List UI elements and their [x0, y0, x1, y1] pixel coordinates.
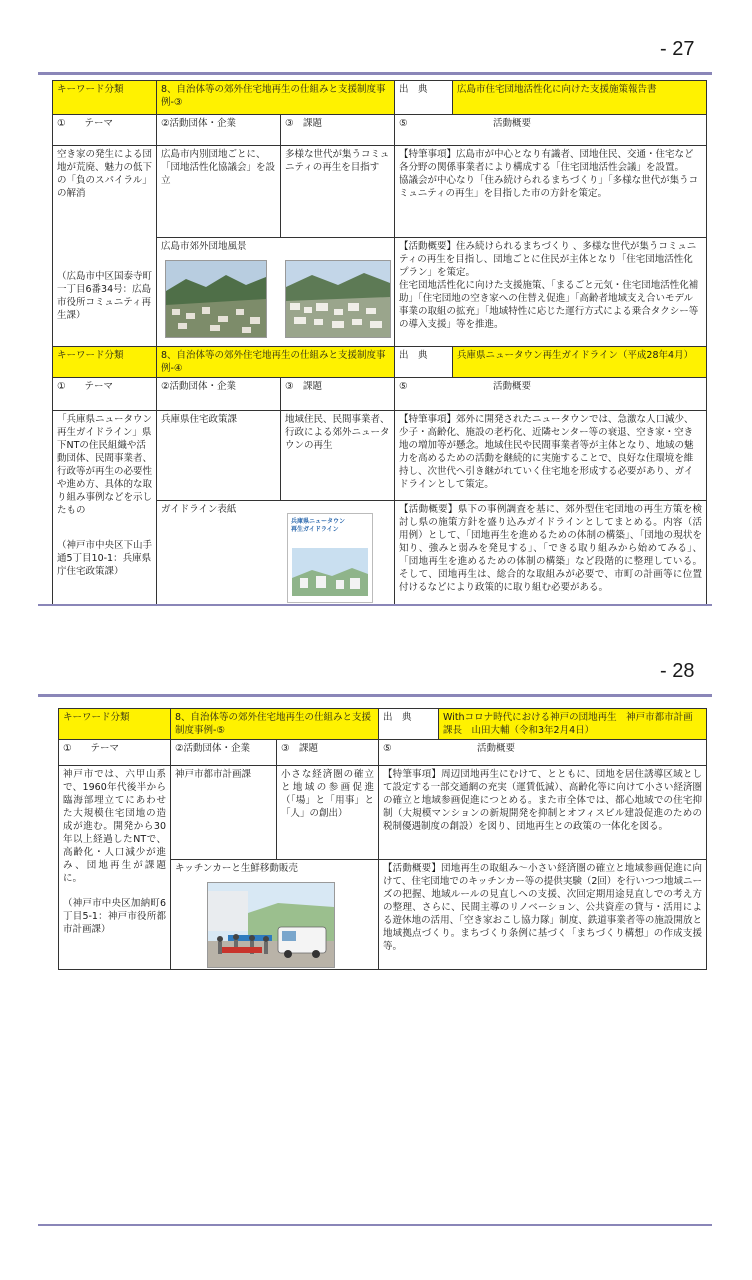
theme-text: 神戸市では、六甲山系で、1960年代後半から臨海部埋立てにあわせた大規模住宅団地の造成が進む。開発から30年以上経過したNTで、高齢化・人口減少が進み、団地再生が課題に。	[63, 769, 166, 884]
town-view-photo	[285, 260, 391, 338]
col-activity-header: ⑤ 活動概要	[395, 115, 707, 146]
col-org-header: ②活動団体・企業	[157, 378, 281, 411]
activity-cell: 【活動概要】団地再生の取組み～小さい経済圏の確立と地域参画促進に向けて、住宅団地でのキッチンカー等の提供実験（2回）を行いつつ地域ニーズの把握、地域ルールの見直しへの支援、次回定期用途見直しでの考え方の整理、さらに、民間主導のリノベーション、公共資産の貸与・活用による遊休地の活用、「空き家おこし協力隊」制度、鉄道事業者等の施設開放と地域拠点づくり。まちづくり条例に基づく「まちづくり構想」の作成支援等。	[379, 860, 707, 970]
image-cell	[171, 860, 379, 970]
image-caption: キッチンカーと生鮮移動販売	[175, 863, 298, 874]
theme-cell	[53, 146, 157, 347]
theme-cell	[59, 766, 171, 970]
header-rule	[38, 72, 712, 75]
issue-cell: 地域住民、民間事業者、行政による郊外ニュータウンの再生	[281, 411, 395, 501]
issue-cell: 多様な世代が集うコミュニティの再生を目指す	[281, 146, 395, 238]
page-number: - 28	[660, 660, 695, 682]
source-text: 広島市住宅団地活性化に向けた支援施策報告書	[453, 81, 707, 115]
activity-cell: 【活動概要】県下の事例調査を基に、郊外型住宅団地の再生方策を検討し県の施策方針を盛り込みガイドラインとしてまとめる。内容（活用例）として、「団地再生を進めるための体制の構築」、「団地の現状を知り、強みと弱みを発見する」、「できる取り組みから始めてみる」、「団地再生を進めるための体制の構築」など段階的に整理している。そして、団地再生は、総合的な取組みが必要で、市町の計画等に位置付けるなどにより政策的に取り組む必要がある。	[395, 501, 707, 605]
source-label: 出 典	[395, 347, 453, 378]
guideline-cover-image	[287, 513, 373, 603]
feature-cell: 【特筆事項】周辺団地再生にむけて、とともに、団地を居住誘導区域として設定する一部交通網の充実（運賃低減）、高齢化等に向けて小さい経済圏の確立と地域参画促進につとめる。また市全体では、都心地域での住宅抑制（大規模マンションの新規開発を抑制とオフィスビル建設促進のための税制優遇制度の創設）を図り、団地再生との政策の一体化を図る。	[379, 766, 707, 860]
feature-cell: 【特筆事項】郊外に開発されたニュータウンでは、急激な人口減少、少子・高齢化、施設の老朽化、近隣センター等の衰退、空き家・空き地の増加等が懸念。地域住民や民間事業者等が主体となり、地域の魅力を高めるための活動を継続的に実施することで、良好な住環境を維持し、次世代へ引き継がれていく住宅地を形成する必要があり、ガイドラインとして策定。	[395, 411, 707, 501]
col-activity-header: ⑤ 活動概要	[379, 740, 707, 766]
org-cell: 兵庫県住宅政策課	[157, 411, 281, 501]
suburban-town-photo	[165, 260, 267, 338]
cover-photo	[292, 548, 368, 596]
page-number: - 27	[660, 38, 695, 60]
theme-cell	[53, 411, 157, 605]
case-table	[52, 80, 707, 605]
kitchen-car-photo	[207, 882, 335, 968]
cover-subtitle: 再生ガイドライン	[291, 526, 339, 533]
keyword-label: キーワード分類	[53, 347, 157, 378]
source-label: 出 典	[379, 709, 439, 740]
source-label: 出 典	[395, 81, 453, 115]
theme-text: 「兵庫県ニュータウン再生ガイドライン」県下NTの住民組織や活動団体、民間事業者、行政等が再生の必要性や進め方、具体的な取り組み事例などを示したもの	[57, 414, 153, 516]
col-theme-header: ① テーマ	[53, 378, 157, 411]
source-text: Withコロナ時代における神戸の団地再生 神戸市都市計画課長 山田大輔（令和3年2月4日）	[439, 709, 707, 740]
col-theme-header: ① テーマ	[53, 115, 157, 146]
location-text: （神戸市中央区加納町6丁目5-1：神戸市役所都市計画課）	[63, 898, 166, 935]
header-rule	[38, 694, 712, 697]
image-cell	[157, 501, 395, 605]
issue-cell: 小さな経済圏の確立と地域の参画促進（「場」と「用事」と「人」の創出）	[277, 766, 379, 860]
footer-rule	[38, 604, 712, 606]
cover-title: 兵庫県ニュータウン	[291, 518, 346, 525]
case-title: 8、自治体等の郊外住宅地再生の仕組みと支援制度事例-③	[157, 81, 395, 115]
image-cell	[157, 238, 395, 347]
case-title: 8、自治体等の郊外住宅地再生の仕組みと支援制度事例-⑤	[171, 709, 379, 740]
keyword-label: キーワード分類	[53, 81, 157, 115]
case-title: 8、自治体等の郊外住宅地再生の仕組みと支援制度事例-④	[157, 347, 395, 378]
col-org-header: ②活動団体・企業	[171, 740, 277, 766]
footer-rule	[38, 1224, 712, 1226]
org-cell: 広島市内別団地ごとに、「団地活性化協議会」を設立	[157, 146, 281, 238]
col-issue-header: ③ 課題	[281, 378, 395, 411]
case-table	[58, 708, 707, 970]
col-activity-header: ⑤ 活動概要	[395, 378, 707, 411]
location-text: （神戸市中央区下山手通5丁目10-1：兵庫県庁住宅政策課）	[57, 540, 153, 577]
image-caption: ガイドライン表紙	[161, 504, 237, 515]
feature-cell: 【特筆事項】広島市が中心となり有識者、団地住民、交通・住宅など各分野の関係事業者により構成する「住宅団地活性会議」を設置。 協議会が中心なり「住み続けられるまちづくり」「多様な世代が集うコミュニティの再生」を目指した市の方針を策定。	[395, 146, 707, 238]
activity-cell: 【活動概要】住み続けられるまちづくり 、多様な世代が集うコミュニティの再生を目指し、団地ごとに住民が主体となり「住宅団地活性化プラン」を策定。 住宅団地活性化に向けた支援施策、「まるごと元気・住宅団地活性化補助」「住宅団地の空き家への住替え促進」「高齢者地域支え合いモデル事業の取組の拡充」「地域特性に応じた運行方式による乗合タクシー等の導入支援」等を推進。	[395, 238, 707, 347]
source-text: 兵庫県ニュータウン再生ガイドライン（平成28年4月）	[453, 347, 707, 378]
col-org-header: ②活動団体・企業	[157, 115, 281, 146]
col-issue-header: ③ 課題	[277, 740, 379, 766]
col-theme-header: ① テーマ	[59, 740, 171, 766]
image-caption: 広島市郊外団地風景	[161, 241, 247, 252]
keyword-label: キーワード分類	[59, 709, 171, 740]
org-cell: 神戸市都市計画課	[171, 766, 277, 860]
theme-text: 空き家の発生による団地が荒廃、魅力の低下の「負のスパイラル」の解消	[57, 149, 153, 199]
col-issue-header: ③ 課題	[281, 115, 395, 146]
location-text: （広島市中区国泰寺町一丁目6番34号：広島市役所コミュニティ再生課）	[57, 271, 153, 321]
